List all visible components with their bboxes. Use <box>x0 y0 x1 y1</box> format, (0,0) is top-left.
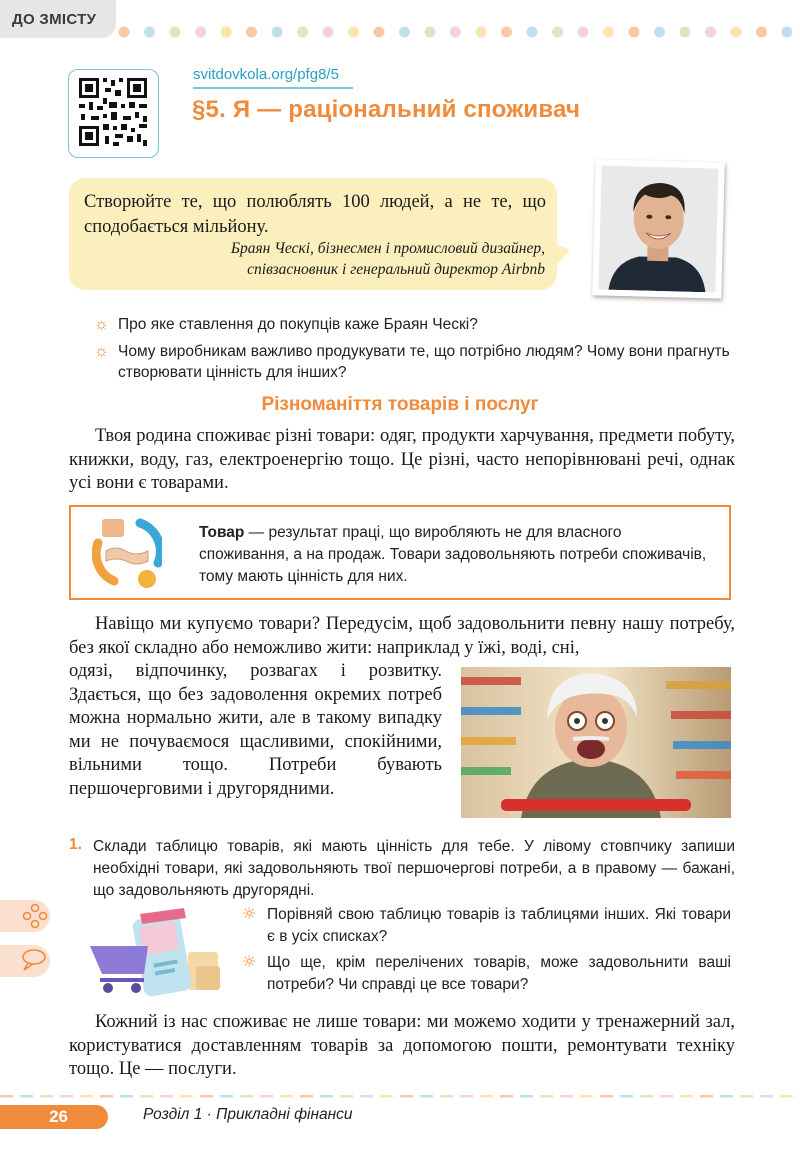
decorative-dash <box>440 1095 453 1098</box>
decorative-dash <box>760 1095 773 1098</box>
decorative-dashes <box>0 1094 800 1098</box>
decorative-dash <box>100 1095 113 1098</box>
task-subitem-1: Порівняй свою таблицю товарів із таблицями інших. Які товари є в усіх списках? <box>267 906 731 945</box>
decorative-dot <box>297 27 308 38</box>
decorative-dash <box>300 1095 313 1098</box>
decorative-dot <box>705 27 716 38</box>
decorative-dash <box>740 1095 753 1098</box>
decorative-dash <box>240 1095 253 1098</box>
toc-link[interactable]: ДО ЗМІСТУ <box>0 0 116 38</box>
decorative-dash <box>360 1095 373 1098</box>
task-number: 1. <box>69 836 82 853</box>
decorative-dash <box>540 1095 553 1098</box>
decorative-dash <box>260 1095 273 1098</box>
decorative-dash <box>660 1095 673 1098</box>
question-marker <box>94 314 118 335</box>
decorative-dash <box>40 1095 53 1098</box>
decorative-dash <box>640 1095 653 1098</box>
question-2: Чому виробникам важливо продукувати те, що потрібно людям? Чому вони прагнуть створювати цінність для інших? <box>118 343 730 381</box>
sun-icon: ☼ <box>242 904 257 923</box>
discussion-tab[interactable] <box>0 945 50 977</box>
decorative-dash <box>60 1095 73 1098</box>
decorative-dot <box>399 27 410 38</box>
decorative-dash <box>500 1095 513 1098</box>
trade-handshake-icon <box>92 513 162 591</box>
decorative-dot <box>680 27 691 38</box>
decorative-dot <box>425 27 436 38</box>
discussion-icon <box>0 945 50 977</box>
decorative-dot <box>195 27 206 38</box>
decorative-dash <box>720 1095 733 1098</box>
decorative-dash <box>20 1095 33 1098</box>
paragraph-title: §5. Я — раціональний споживач <box>192 96 581 123</box>
decorative-dash <box>220 1095 233 1098</box>
sun-icon: ☼ <box>94 316 109 333</box>
author-line-1: Браян Ческі, бізнесмен і промисловий дизайнер, <box>230 240 545 257</box>
decorative-dot <box>501 27 512 38</box>
question-marker <box>94 341 118 362</box>
decorative-dash <box>280 1095 293 1098</box>
portrait-image <box>598 165 718 292</box>
decorative-dot <box>603 27 614 38</box>
sun-icon: ☼ <box>242 952 257 971</box>
qr-code[interactable] <box>68 69 159 158</box>
author-line-2: співзасновник і генеральний директор Airbnb <box>247 261 545 278</box>
paragraph-services: Кожний із нас споживає не лише товари: ми можемо ходити у тренажерний зал, користуватися доставленням товарів за допомогою пошти, ремонтувати техніку тощо. Це — послуги. <box>69 1012 735 1079</box>
decorative-dot <box>272 27 283 38</box>
decorative-dash <box>780 1095 793 1098</box>
paragraph-needs-wrap: одязі, відпочинку, розвагах і розвитку. Здається, що без задоволення окремих потреб можна нормально жити, але в такому випадку ми не почуваємося щасливими, спокійними, вільними тощо. Потреби бувають першочерговими і другорядними. <box>69 661 442 799</box>
decorative-dot <box>221 27 232 38</box>
decorative-dash <box>380 1095 393 1098</box>
decorative-dot <box>782 27 793 38</box>
shopping-man-image <box>461 667 731 818</box>
decorative-dots <box>118 26 800 38</box>
decorative-dot <box>476 27 487 38</box>
qr-link[interactable]: svitdovkola.org/pfg8/5 <box>193 66 339 83</box>
decorative-dot <box>756 27 767 38</box>
epigraph-quote: Створюйте те, що полюблять 100 людей, а не те, що сподобається мільйону. <box>84 192 546 237</box>
decorative-dot <box>578 27 589 38</box>
decorative-dash <box>560 1095 573 1098</box>
decorative-dash <box>580 1095 593 1098</box>
task-text: Склади таблицю товарів, які мають цінність для тебе. У лівому стовпчику запиши необхідні товари, які задовольняють твої першочергові потреби, а в правому — бажані, що задовольняють другорядні. <box>93 838 735 899</box>
decorative-dot <box>552 27 563 38</box>
decorative-dash <box>200 1095 213 1098</box>
decorative-dot <box>450 27 461 38</box>
question-1: Про яке ставлення до покупців каже Браян Ческі? <box>118 316 478 333</box>
decorative-dot <box>629 27 640 38</box>
decorative-dot <box>527 27 538 38</box>
divider <box>193 87 353 89</box>
decorative-dot <box>170 27 181 38</box>
paragraph-goods: Твоя родина споживає різні товари: одяг, продукти харчування, предмети побуту, книжки, воду, газ, електроенергію тощо. Це різні, часто непорівнювані речі, однак усі вони є товарами. <box>69 426 735 493</box>
decorative-dash <box>80 1095 93 1098</box>
epigraph-author <box>100 238 545 280</box>
decorative-dash <box>0 1095 13 1098</box>
decorative-dash <box>680 1095 693 1098</box>
decorative-dash <box>140 1095 153 1098</box>
definition-body: — результат праці, що виробляють не для власного споживання, а на продаж. Товари задовольняють потреби споживачів, тому мають цінність для них. <box>199 524 707 585</box>
decorative-dot <box>374 27 385 38</box>
decorative-dash <box>700 1095 713 1098</box>
group-work-icon <box>0 900 50 932</box>
decorative-dash <box>480 1095 493 1098</box>
paragraph-needs-lead: Навіщо ми купуємо товари? Передусім, щоб задовольнити певну нашу потребу, без якої складно або неможливо жити: наприклад у їжі, воді, сні, <box>69 614 735 658</box>
group-work-tab[interactable] <box>0 900 50 932</box>
decorative-dot <box>731 27 742 38</box>
section-heading: Різноманіття товарів і послуг <box>261 394 539 415</box>
decorative-dot <box>654 27 665 38</box>
decorative-dot <box>246 27 257 38</box>
decorative-dash <box>520 1095 533 1098</box>
decorative-dot <box>323 27 334 38</box>
decorative-dash <box>160 1095 173 1098</box>
task-subitem-2: Що ще, крім перелічених товарів, може задовольнити ваші потреби? Чи справді це все товари? <box>267 954 731 993</box>
decorative-dash <box>620 1095 633 1098</box>
definition-text <box>199 522 709 588</box>
decorative-dash <box>340 1095 353 1098</box>
decorative-dash <box>320 1095 333 1098</box>
decorative-dash <box>600 1095 613 1098</box>
portrait-photo <box>592 159 725 298</box>
page-number: 26 <box>0 1105 108 1129</box>
decorative-dot <box>119 27 130 38</box>
decorative-dash <box>180 1095 193 1098</box>
sun-icon: ☼ <box>94 343 109 360</box>
decorative-dot <box>144 27 155 38</box>
decorative-dash <box>120 1095 133 1098</box>
shopping-cart-illustration <box>88 908 223 998</box>
supermarket-photo <box>461 667 731 818</box>
decorative-dash <box>400 1095 413 1098</box>
qr-code-icon <box>69 70 157 156</box>
decorative-dash <box>460 1095 473 1098</box>
definition-term: Товар <box>199 524 245 541</box>
decorative-dot <box>348 27 359 38</box>
footer-section-title: Розділ 1 · Прикладні фінанси <box>143 1106 353 1123</box>
decorative-dash <box>420 1095 433 1098</box>
